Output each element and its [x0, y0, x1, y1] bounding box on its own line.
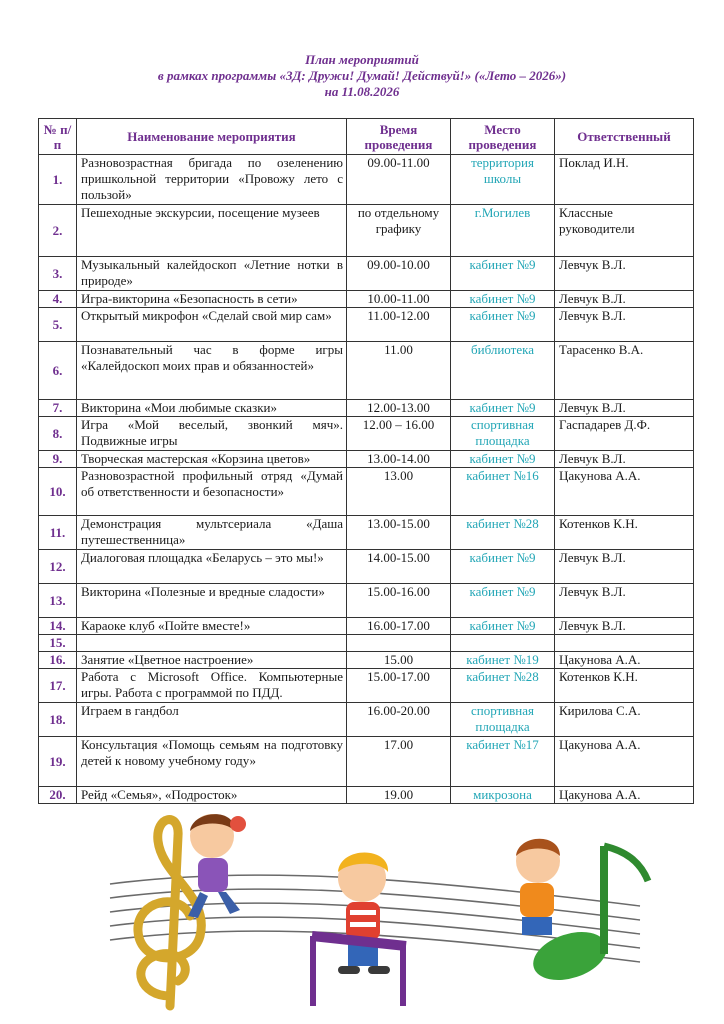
- table-row: [39, 205, 694, 257]
- event-place: [451, 635, 555, 652]
- header-place: Место проведения: [451, 119, 555, 155]
- table-row: [39, 737, 694, 787]
- music-children-illustration: [100, 806, 660, 1011]
- table-row: [39, 703, 694, 737]
- event-time: 13.00: [347, 468, 451, 516]
- event-place: г.Могилев: [451, 205, 555, 257]
- event-name: Консультация «Помощь семьям на подготовку детей к новому учебному году»: [77, 737, 347, 787]
- event-time: 15.00-16.00: [347, 584, 451, 618]
- event-time: 17.00: [347, 737, 451, 787]
- event-time: 13.00-15.00: [347, 516, 451, 550]
- event-place: спортивная площадка: [451, 703, 555, 737]
- event-responsible: Поклад И.Н.: [555, 155, 694, 205]
- event-place: кабинет №19: [451, 652, 555, 669]
- row-number: 2.: [39, 205, 77, 257]
- event-time: 11.00: [347, 342, 451, 400]
- table-row: [39, 618, 694, 635]
- boy-right-figure-icon: [516, 839, 560, 935]
- event-responsible: Левчук В.Л.: [555, 451, 694, 468]
- row-number: 18.: [39, 703, 77, 737]
- table-row: [39, 308, 694, 342]
- event-name: Рейд «Семья», «Подросток»: [77, 787, 347, 804]
- event-responsible: Левчук В.Л.: [555, 291, 694, 308]
- table-row: [39, 635, 694, 652]
- event-time: 15.00: [347, 652, 451, 669]
- header-name: Наименование мероприятия: [77, 119, 347, 155]
- row-number: 1.: [39, 155, 77, 205]
- event-name: Разновозрастная бригада по озеленению пришкольной территории «Провожу лето с пользой»: [77, 155, 347, 205]
- header-responsible: Ответственный: [555, 119, 694, 155]
- row-number: 17.: [39, 669, 77, 703]
- event-responsible: Тарасенко В.А.: [555, 342, 694, 400]
- table-row: [39, 400, 694, 417]
- event-name: [77, 635, 347, 652]
- row-number: 9.: [39, 451, 77, 468]
- event-name: Игра «Мой веселый, звонкий мяч». Подвижные игры: [77, 417, 347, 451]
- table-row: [39, 516, 694, 550]
- event-place: кабинет №17: [451, 737, 555, 787]
- row-number: 7.: [39, 400, 77, 417]
- row-number: 6.: [39, 342, 77, 400]
- table-row: [39, 584, 694, 618]
- event-place: кабинет №9: [451, 618, 555, 635]
- table-row: [39, 257, 694, 291]
- event-responsible: Цакунова А.А.: [555, 787, 694, 804]
- table-row: [39, 468, 694, 516]
- event-responsible: Цакунова А.А.: [555, 652, 694, 669]
- row-number: 3.: [39, 257, 77, 291]
- table-row: [39, 417, 694, 451]
- girl-figure-icon: [188, 814, 246, 918]
- event-responsible: Левчук В.Л.: [555, 584, 694, 618]
- table-row: [39, 342, 694, 400]
- event-place: кабинет №9: [451, 550, 555, 584]
- event-time: [347, 635, 451, 652]
- event-name: Игра-викторина «Безопасность в сети»: [77, 291, 347, 308]
- event-place: кабинет №16: [451, 468, 555, 516]
- event-responsible: Левчук В.Л.: [555, 257, 694, 291]
- row-number: 15.: [39, 635, 77, 652]
- event-name: Викторина «Полезные и вредные сладости»: [77, 584, 347, 618]
- row-number: 10.: [39, 468, 77, 516]
- title-line-1: План мероприятий: [305, 52, 419, 67]
- event-responsible: Левчук В.Л.: [555, 618, 694, 635]
- events-table: [38, 118, 694, 804]
- event-responsible: Цакунова А.А.: [555, 737, 694, 787]
- event-place: кабинет №9: [451, 291, 555, 308]
- event-name: Играем в гандбол: [77, 703, 347, 737]
- row-number: 4.: [39, 291, 77, 308]
- row-number: 8.: [39, 417, 77, 451]
- event-time: 10.00-11.00: [347, 291, 451, 308]
- title-line-2: в рамках программы «3Д: Дружи! Думай! Действуй!» («Лето – 2026»): [157, 68, 567, 83]
- table-row: [39, 451, 694, 468]
- event-responsible: Левчук В.Л.: [555, 308, 694, 342]
- table-row: [39, 291, 694, 308]
- table-row: [39, 652, 694, 669]
- event-time: 16.00-20.00: [347, 703, 451, 737]
- event-place: библиотека: [451, 342, 555, 400]
- event-responsible: Цакунова А.А.: [555, 468, 694, 516]
- event-name: Творческая мастерская «Корзина цветов»: [77, 451, 347, 468]
- boy-center-figure-icon: [338, 853, 390, 975]
- document-title: [0, 52, 724, 100]
- event-place: кабинет №9: [451, 584, 555, 618]
- event-place: спортивная площадка: [451, 417, 555, 451]
- event-name: Познавательный час в форме игры «Калейдоскоп моих прав и обязанностей»: [77, 342, 347, 400]
- event-responsible: Котенков К.Н.: [555, 516, 694, 550]
- event-name: Работа с Microsoft Office. Компьютерные игры. Работа с программой по ПДД.: [77, 669, 347, 703]
- event-time: 19.00: [347, 787, 451, 804]
- event-name: Караоке клуб «Пойте вместе!»: [77, 618, 347, 635]
- event-place: кабинет №9: [451, 451, 555, 468]
- event-time: 09.00-10.00: [347, 257, 451, 291]
- event-time: 14.00-15.00: [347, 550, 451, 584]
- event-place: кабинет №9: [451, 400, 555, 417]
- event-time: 15.00-17.00: [347, 669, 451, 703]
- event-responsible: Классные руководители: [555, 205, 694, 257]
- header-num: № п/п: [39, 119, 77, 155]
- row-number: 14.: [39, 618, 77, 635]
- row-number: 20.: [39, 787, 77, 804]
- event-place: кабинет №28: [451, 669, 555, 703]
- event-name: Музыкальный калейдоскоп «Летние нотки в природе»: [77, 257, 347, 291]
- row-number: 12.: [39, 550, 77, 584]
- event-place: кабинет №28: [451, 516, 555, 550]
- event-time: 09.00-11.00: [347, 155, 451, 205]
- row-number: 5.: [39, 308, 77, 342]
- event-time: 12.00-13.00: [347, 400, 451, 417]
- row-number: 13.: [39, 584, 77, 618]
- table-row: [39, 669, 694, 703]
- event-name: Открытый микрофон «Сделай свой мир сам»: [77, 308, 347, 342]
- event-responsible: Левчук В.Л.: [555, 550, 694, 584]
- event-responsible: Котенков К.Н.: [555, 669, 694, 703]
- event-time: 16.00-17.00: [347, 618, 451, 635]
- event-responsible: Гаспадарев Д.Ф.: [555, 417, 694, 451]
- event-name: Занятие «Цветное настроение»: [77, 652, 347, 669]
- event-name: Разновозрастной профильный отряд «Думай об ответственности и безопасности»: [77, 468, 347, 516]
- event-place: территория школы: [451, 155, 555, 205]
- event-place: кабинет №9: [451, 257, 555, 291]
- event-place: микрозона: [451, 787, 555, 804]
- event-name: Викторина «Мои любимые сказки»: [77, 400, 347, 417]
- event-name: Демонстрация мультсериала «Даша путешественница»: [77, 516, 347, 550]
- table-header-row: [39, 119, 694, 155]
- row-number: 11.: [39, 516, 77, 550]
- event-place: кабинет №9: [451, 308, 555, 342]
- event-time: 13.00-14.00: [347, 451, 451, 468]
- title-line-3: на 11.08.2026: [324, 84, 400, 99]
- event-time: 11.00-12.00: [347, 308, 451, 342]
- event-responsible: Кирилова С.А.: [555, 703, 694, 737]
- event-time: по отдельному графику: [347, 205, 451, 257]
- row-number: 19.: [39, 737, 77, 787]
- row-number: 16.: [39, 652, 77, 669]
- table-row: [39, 787, 694, 804]
- header-time: Время проведения: [347, 119, 451, 155]
- event-name: Пешеходные экскурсии, посещение музеев: [77, 205, 347, 257]
- event-time: 12.00 – 16.00: [347, 417, 451, 451]
- event-responsible: [555, 635, 694, 652]
- table-row: [39, 550, 694, 584]
- event-name: Диалоговая площадка «Беларусь – это мы!»: [77, 550, 347, 584]
- table-row: [39, 155, 694, 205]
- event-responsible: Левчук В.Л.: [555, 400, 694, 417]
